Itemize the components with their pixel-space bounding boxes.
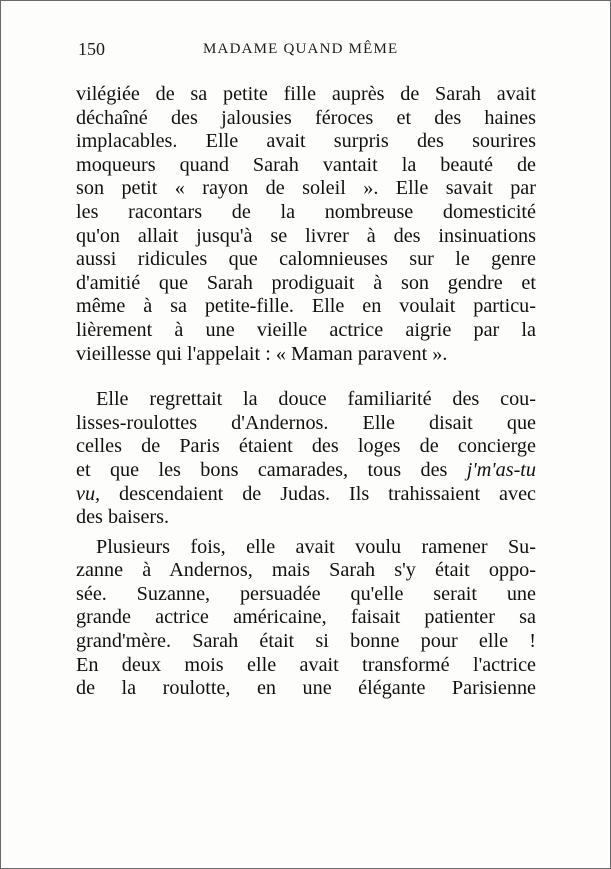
text-line: aussi ridicules que calomnieuses sur le genre	[76, 248, 536, 271]
italic-text: j'm'as-tu	[466, 458, 536, 481]
italic-text: vu,	[76, 482, 101, 505]
text-line: d'amitié que Sarah prodiguait à son gendre et	[76, 271, 536, 294]
paragraph-2	[76, 388, 536, 530]
text-line: de la roulotte, en une élégante Parisienne	[76, 677, 536, 700]
page-number: 150	[78, 39, 105, 59]
text-line: grand'mère. Sarah était si bonne pour elle !	[76, 630, 536, 653]
text-line: celles de Paris étaient des loges de concierge	[76, 435, 536, 458]
text-line: En deux mois elle avait transformé l'actrice	[76, 653, 536, 676]
body-text	[76, 83, 536, 701]
text-line: Elle regrettait la douce familiarité des cou-	[96, 388, 536, 411]
text-line: qu'on allait jusqu'à se livrer à des insinuations	[76, 224, 536, 247]
text-line: lisses-roulottes d'Andernos. Elle disait que	[76, 411, 536, 434]
text-line-with-italic	[76, 483, 536, 507]
text-line: moqueurs quand Sarah vantait la beauté de	[76, 153, 536, 176]
text-line: grande actrice américaine, faisait patienter sa	[76, 606, 536, 629]
text-line: son petit « rayon de soleil ». Elle savait par	[76, 177, 536, 200]
text-line: zanne à Andernos, mais Sarah s'y était oppo-	[76, 559, 536, 582]
line-text: descendaient de Judas. Ils trahissaient avec	[100, 482, 536, 505]
text-line: sée. Suzanne, persuadée qu'elle serait une	[76, 582, 536, 605]
text-line: vilégiée de sa petite fille auprès de Sarah avait	[76, 83, 536, 105]
text-line: implacables. Elle avait surpris des sourires	[76, 130, 536, 153]
text-line: Plusieurs fois, elle avait voulu ramener Su-	[96, 535, 536, 558]
text-line: même à sa petite-fille. Elle en voulait particu-	[76, 295, 536, 318]
text-line: des baisers.	[76, 506, 170, 529]
text-line: déchaîné des jalousies féroces et des haines	[76, 106, 536, 129]
running-title: MADAME QUAND MÊME	[203, 41, 399, 57]
text-line: vieillesse qui l'appelait : « Maman paravent ».	[76, 342, 448, 365]
text-line: les racontars de la nombreuse domesticité	[76, 200, 536, 223]
paragraph-1	[76, 83, 536, 366]
page-header	[78, 39, 538, 61]
paragraph-3	[76, 536, 536, 701]
text-line: lièrement à une vieille actrice aigrie par la	[76, 318, 536, 341]
text-line-with-italic	[76, 459, 536, 483]
line-text: et que les bons camarades, tous des	[76, 458, 448, 481]
